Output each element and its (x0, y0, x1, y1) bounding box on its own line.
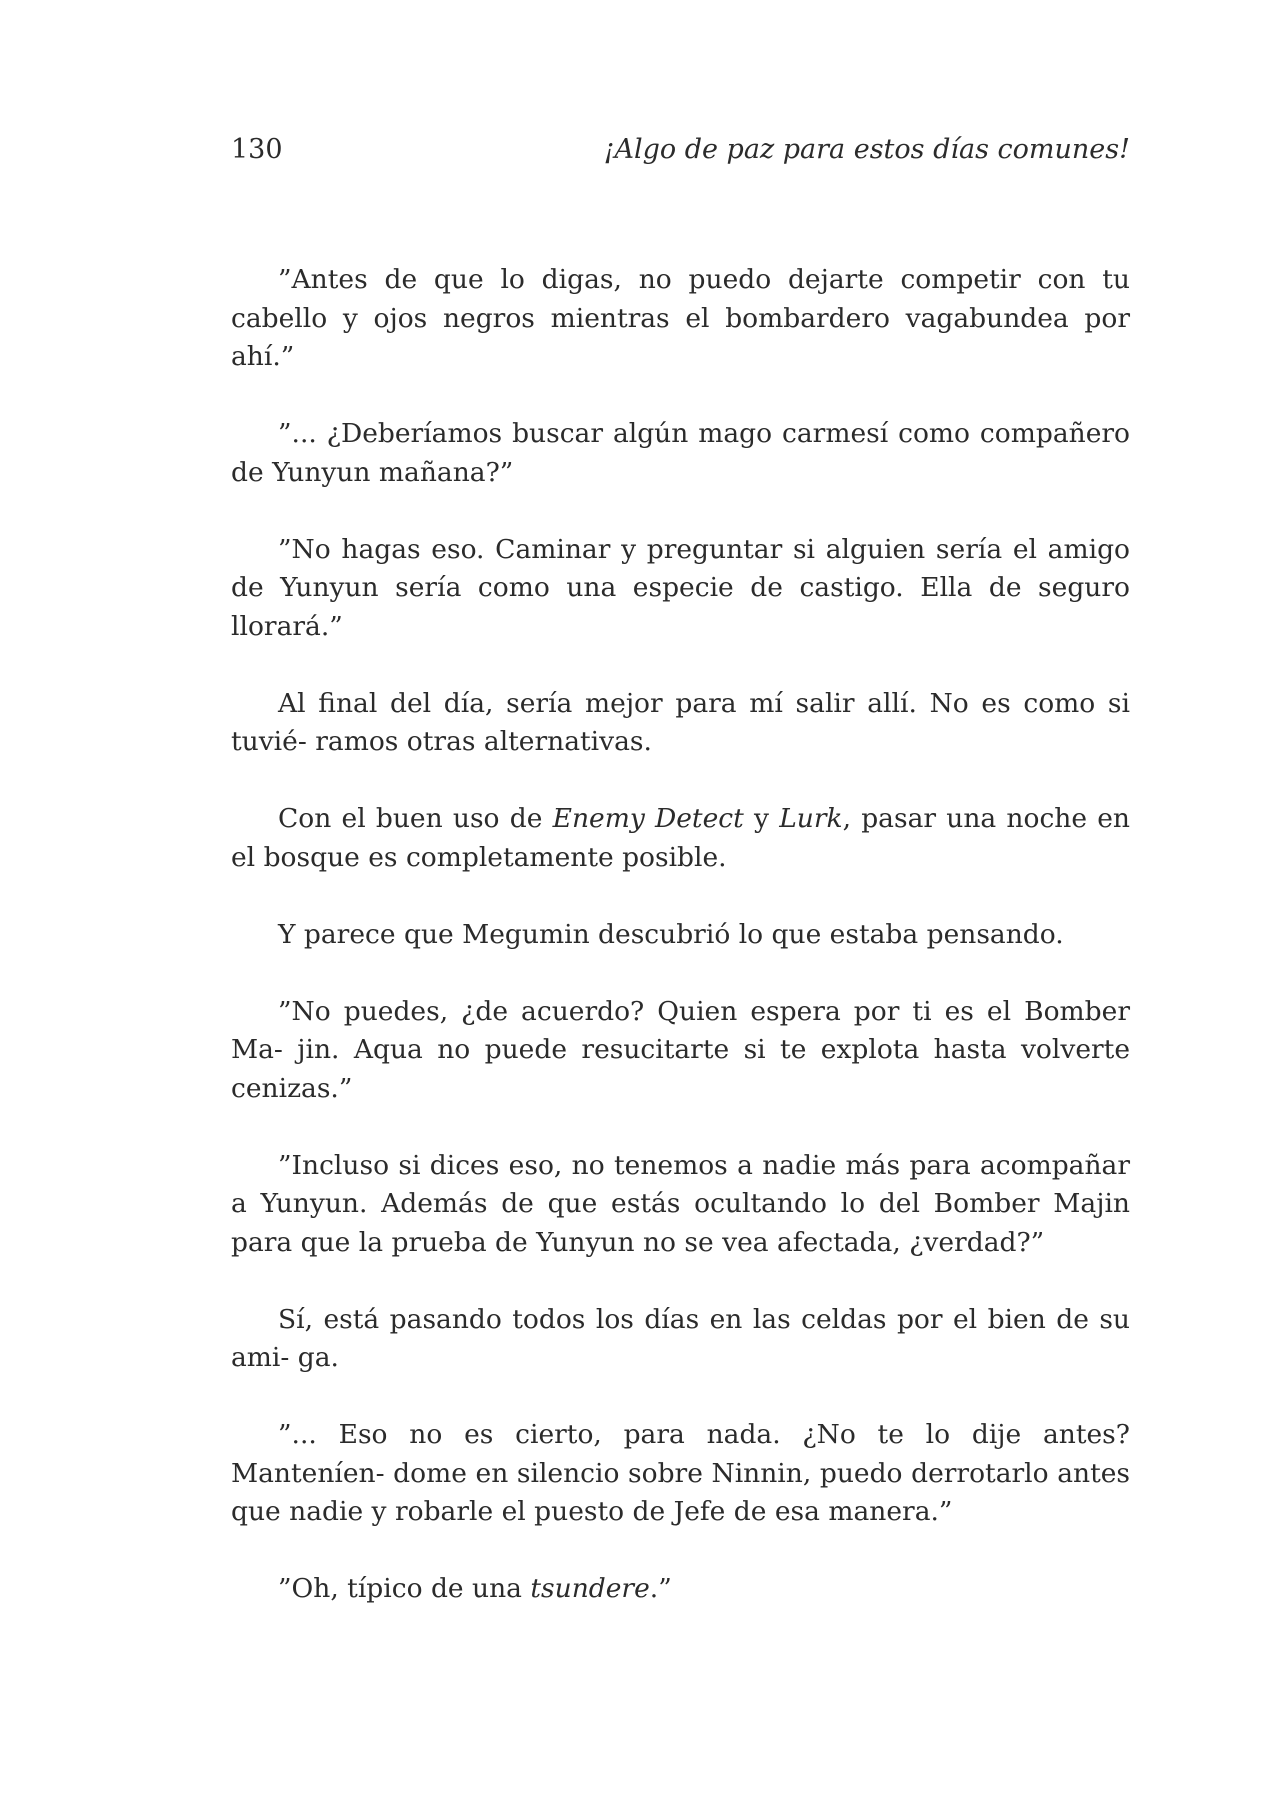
paragraph (231, 800, 1130, 877)
paragraph (231, 1147, 1130, 1263)
paragraph (231, 531, 1130, 647)
text-run: Al final del día, sería mejor para mí salir allí. No es como si tuvié- ramos otras alternativas. (231, 687, 1130, 757)
text-run: ”No hagas eso. Caminar y preguntar si alguien sería el amigo de Yunyun sería como una especie de castigo. Ella de seguro llorará.” (231, 533, 1130, 642)
italic-term: Lurk (779, 803, 843, 834)
text-run: ”... ¿Deberíamos buscar algún mago carmesí como compañero de Yunyun mañana?” (231, 418, 1130, 488)
text-run: Sí, está pasando todos los días en las celdas por el bien de su ami- ga. (231, 1303, 1130, 1373)
paragraph (231, 993, 1130, 1109)
paragraph (231, 685, 1130, 762)
paragraph (231, 1301, 1130, 1378)
text-run: y (743, 803, 780, 834)
italic-term: tsundere (530, 1573, 650, 1604)
running-header (231, 130, 1130, 170)
text-run: Y parece que Megumin descubrió lo que estaba pensando. (278, 918, 1064, 950)
italic-term: Enemy Detect (552, 803, 744, 834)
text-run: ”Incluso si dices eso, no tenemos a nadie más para acompañar a Yunyun. Además de que estás ocultando lo del Bomber Majin para que la prueba de Yunyun no se vea afectada, ¿verdad?” (231, 1149, 1130, 1258)
paragraph (231, 1570, 1130, 1609)
text-run: ”Antes de que lo digas, no puedo dejarte competir con tu cabello y ojos negros mientras el bombardero vagabundea por ahí.” (231, 264, 1130, 372)
paragraph (231, 261, 1130, 377)
paragraph (231, 916, 1130, 955)
text-run: Con el buen uso de (278, 803, 553, 834)
running-title: ¡Algo de paz para estos días comunes! (603, 134, 1130, 165)
text-run: ”Oh, típico de una (278, 1573, 531, 1604)
text-run: , pasar una noche en el bosque es completamente posible. (231, 803, 1130, 873)
book-page (231, 0, 1130, 1807)
paragraph (231, 415, 1130, 492)
text-run: ”No puedes, ¿de acuerdo? Quien espera por ti es el Bomber Ma- jin. Aqua no puede resucitarte si te explota hasta volverte cenizas.” (231, 995, 1130, 1104)
text-run: .” (649, 1573, 672, 1604)
page-number: 130 (231, 134, 283, 165)
text-run: ”... Eso no es cierto, para nada. ¿No te lo dije antes? Manteníen- dome en silencio sobre Ninnin, puedo derrotarlo antes que nadie y robarle el puesto de Jefe de esa manera.” (231, 1419, 1130, 1527)
paragraph (231, 1416, 1130, 1532)
body-text (231, 261, 1130, 1647)
